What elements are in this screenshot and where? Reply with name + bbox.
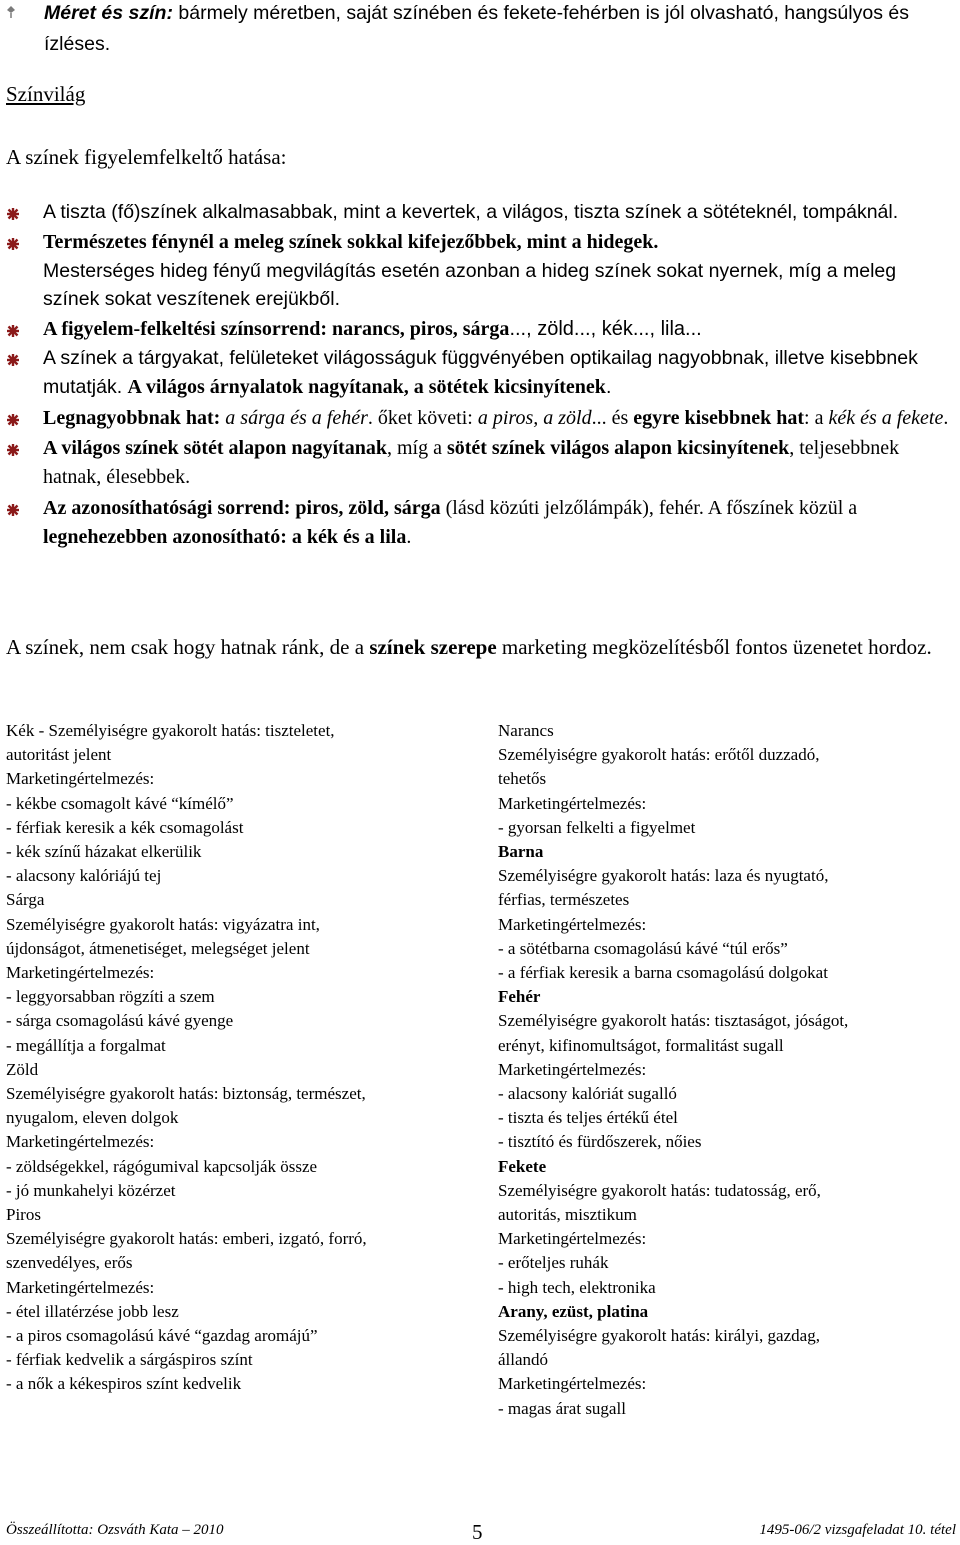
- column-line: - magas árat sugall: [498, 1398, 626, 1418]
- bullet-item: [6, 344, 954, 402]
- bullet-bold: egyre kisebbnek hat: [633, 406, 805, 429]
- bullet-item: [6, 494, 954, 552]
- column-line: Marketingértelmezés:: [6, 963, 155, 983]
- left-column: [6, 719, 466, 1397]
- bullet-bold: Az azonosíthatósági sorrend: piros, zöld, sárga: [43, 496, 441, 519]
- column-line: Sárga: [6, 890, 45, 910]
- column-line: - alacsony kalóriát sugalló: [498, 1084, 677, 1104]
- column-line: - sárga csomagolású kávé gyenge: [6, 1011, 234, 1031]
- column-line: Marketingértelmezés:: [498, 914, 647, 934]
- bullet-item: [6, 198, 954, 227]
- intro-label: Méret és szín:: [44, 2, 173, 24]
- bullet-text: (lásd közúti jelzőlámpák), fehér. A főszínek közül a: [440, 496, 858, 519]
- bullet-italic: a sárga és a fehér: [220, 406, 368, 429]
- bullet-bold: legnehezebben azonosítható: a kék és a lila: [43, 525, 407, 548]
- bullet-text: ... és: [591, 406, 634, 429]
- bullet-italic: a piros, a zöld: [472, 406, 592, 429]
- section-heading: Színvilág: [6, 82, 86, 106]
- column-line: Marketingértelmezés:: [6, 769, 155, 789]
- column-line: Marketingértelmezés:: [6, 1132, 155, 1152]
- bullet-item: [6, 228, 954, 257]
- bullet-text: A színek a tárgyakat, felületeket világosságuk függvényében optikailag nagyobbnak, illetve kisebbnek mutatják.: [43, 346, 918, 398]
- column-line: - gyorsan felkelti a figyelmet: [498, 817, 696, 837]
- column-line: - a férfiak keresik a barna csomagolású dolgokat: [498, 963, 828, 983]
- column-line: Személyiségre gyakorolt hatás: emberi, izgató, forró,: [6, 1229, 367, 1249]
- column-line: - alacsony kalóriájú tej: [6, 866, 162, 886]
- column-line: állandó: [498, 1350, 549, 1370]
- column-line: - férfiak keresik a kék csomagolást: [6, 817, 244, 837]
- column-line: Személyiségre gyakorolt hatás: királyi, gazdag,: [498, 1326, 820, 1346]
- bullet-text: .: [943, 406, 949, 429]
- column-line: Fehér: [498, 987, 541, 1007]
- bullet-continuation: [6, 257, 954, 315]
- column-line: Marketingértelmezés:: [498, 1229, 647, 1249]
- column-line: - megállítja a forgalmat: [6, 1035, 166, 1055]
- summary-bold: színek szerepe: [369, 635, 497, 659]
- column-line: - kék színű házakat elkerülik: [6, 842, 202, 862]
- column-line: Barna: [498, 842, 544, 862]
- column-line: férfias, természetes: [498, 890, 630, 910]
- asterisk-bullet-icon: [6, 443, 20, 457]
- intro-body: bármely méretben, saját színében és fekete-fehérben is jól olvasható, hangsúlyos és ízléses.: [44, 2, 909, 55]
- footer-author: Összeállította: Ozsváth Kata – 2010: [6, 1522, 224, 1538]
- bullet-list: [6, 198, 954, 552]
- asterisk-bullet-icon: [6, 353, 20, 367]
- column-line: autoritást jelent: [6, 745, 112, 765]
- asterisk-bullet-icon: [6, 413, 20, 427]
- column-line: Zöld: [6, 1059, 39, 1079]
- summary-paragraph: [6, 632, 954, 662]
- bullet-bold: Legnagyobbnak hat:: [43, 406, 221, 429]
- column-line: Személyiségre gyakorolt hatás: erőtől duzzadó,: [498, 745, 820, 765]
- bullet-bold: A figyelem-felkeltési színsorrend: narancs, piros, sárga: [43, 318, 510, 341]
- asterisk-bullet-icon: [6, 503, 20, 517]
- asterisk-bullet-icon: [6, 324, 20, 338]
- bullet-item: [6, 404, 954, 433]
- column-line: - a sötétbarna csomagolású kávé “túl erős”: [498, 938, 788, 958]
- column-line: Marketingértelmezés:: [6, 1277, 155, 1297]
- bullet-text: .: [406, 525, 412, 548]
- bullet-bold: sötét színek világos alapon kicsinyítenek: [446, 437, 790, 460]
- column-line: - a piros csomagolású kávé “gazdag aromájú”: [6, 1326, 318, 1346]
- column-line: - leggyorsabban rögzíti a szem: [6, 987, 215, 1007]
- column-line: - tisztító és fürdőszerek, nőies: [498, 1132, 702, 1152]
- bullet-text: Mesterséges hideg fényű megvilágítás esetén azonban a hideg színek sokat nyernek, míg a meleg színek sokat veszítenek erejükből.: [43, 259, 897, 311]
- column-line: - tiszta és teljes értékű étel: [498, 1108, 678, 1128]
- column-line: - a nők a kékespiros színt kedvelik: [6, 1374, 242, 1394]
- column-line: Marketingértelmezés:: [498, 1059, 647, 1079]
- column-line: Személyiségre gyakorolt hatás: tudatosság, erő,: [498, 1180, 821, 1200]
- bullet-bold: A világos árnyalatok nagyítanak, a sötétek kicsinyítenek: [127, 375, 606, 398]
- page-number: 5: [472, 1520, 483, 1544]
- right-column: [498, 719, 948, 1421]
- bullet-text: . őket követi:: [367, 406, 473, 429]
- column-line: szenvedélyes, erős: [6, 1253, 133, 1273]
- diamond-arrow-bullet-icon: [6, 6, 16, 18]
- column-line: Arany, ezüst, platina: [498, 1301, 649, 1321]
- column-line: autoritás, misztikum: [498, 1205, 637, 1225]
- summary-text: A színek, nem csak hogy hatnak ránk, de a: [6, 635, 370, 659]
- column-line: erényt, kifinomultságot, formalitást sugall: [498, 1035, 784, 1055]
- bullet-item: [6, 315, 954, 344]
- column-line: - jó munkahelyi közérzet: [6, 1180, 176, 1200]
- bullet-text: , teljesebbnek hatnak, élesebbek.: [43, 437, 900, 489]
- bullet-italic: kék és a fekete: [828, 406, 944, 429]
- column-line: Piros: [6, 1205, 41, 1225]
- bullet-text: ..., zöld..., kék..., lila...: [509, 318, 702, 341]
- bullet-text: : a: [804, 406, 829, 429]
- column-line: - kékbe csomagolt kávé “kímélő”: [6, 793, 234, 813]
- asterisk-bullet-icon: [6, 237, 20, 251]
- column-line: Személyiségre gyakorolt hatás: laza és nyugtató,: [498, 866, 829, 886]
- column-line: újdonságot, átmenetiséget, melegséget jelent: [6, 938, 310, 958]
- column-line: tehetős: [498, 769, 547, 789]
- bullet-item: [6, 434, 954, 492]
- summary-text-end: marketing megközelítésből fontos üzenetet hordoz.: [496, 635, 932, 659]
- footer-exam-id: 1495-06/2 vizsgafeladat 10. tétel: [759, 1522, 956, 1538]
- column-line: - étel illatérzése jobb lesz: [6, 1301, 179, 1321]
- column-line: Kék - Személyiségre gyakorolt hatás: tiszteletet,: [6, 721, 335, 740]
- bullet-text: , míg a: [386, 437, 447, 460]
- column-line: Marketingértelmezés:: [498, 793, 647, 813]
- page-footer: [6, 1522, 956, 1544]
- bullet-end: .: [605, 375, 612, 398]
- bullet-bold: A világos színek sötét alapon nagyítanak: [43, 437, 387, 460]
- column-line: Személyiségre gyakorolt hatás: tisztaságot, jóságot,: [498, 1011, 849, 1031]
- column-line: - zöldségekkel, rágógumival kapcsolják össze: [6, 1156, 318, 1176]
- intro-text: [44, 0, 949, 60]
- column-line: nyugalom, eleven dolgok: [6, 1108, 179, 1128]
- subheading: A színek figyelemfelkeltő hatása:: [6, 145, 287, 169]
- asterisk-bullet-icon: [6, 207, 20, 221]
- column-line: - erőteljes ruhák: [498, 1253, 609, 1273]
- column-line: Marketingértelmezés:: [498, 1374, 647, 1394]
- column-line: Személyiségre gyakorolt hatás: vigyázatra int,: [6, 914, 320, 934]
- column-line: Narancs: [498, 721, 554, 740]
- column-line: Fekete: [498, 1156, 547, 1176]
- column-line: Személyiségre gyakorolt hatás: biztonság, természet,: [6, 1084, 366, 1104]
- column-line: - high tech, elektronika: [498, 1277, 656, 1297]
- bullet-text: A tiszta (fő)színek alkalmasabbak, mint a kevertek, a világos, tiszta színek a sötéteknél, tompáknál.: [43, 201, 899, 223]
- column-line: - férfiak kedvelik a sárgáspiros színt: [6, 1350, 253, 1370]
- bullet-text: Természetes fénynél a meleg színek sokkal kifejezőbbek, mint a hidegek.: [43, 230, 659, 253]
